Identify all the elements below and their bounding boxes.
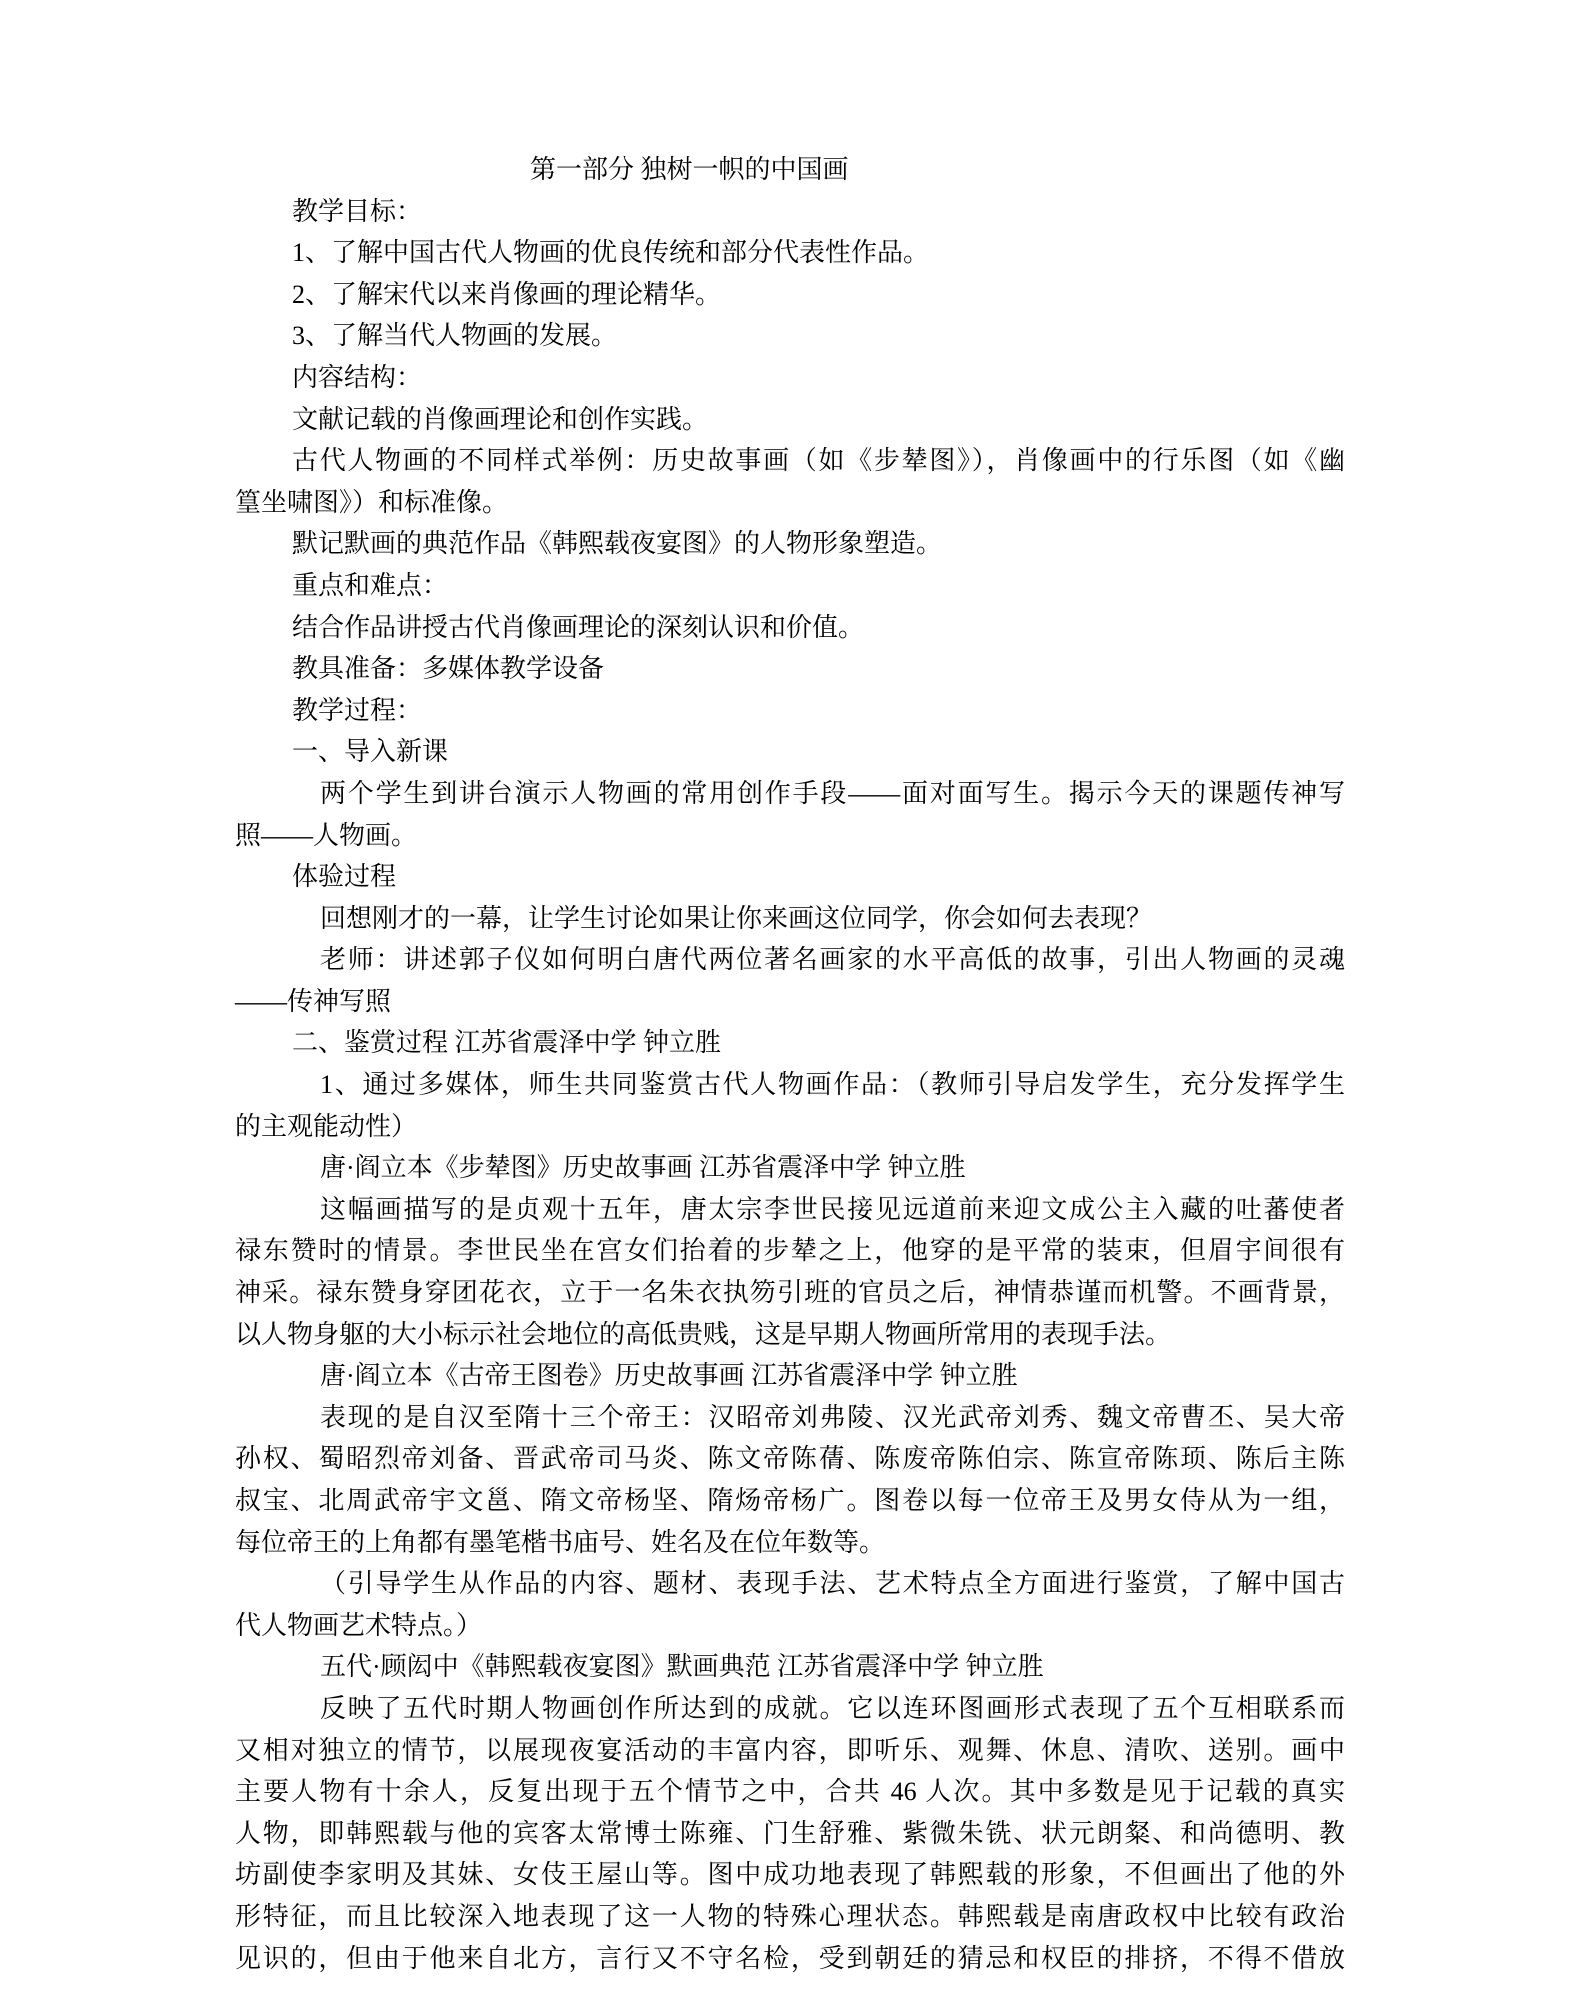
text-line: 教具准备：多媒体教学设备: [292, 654, 605, 684]
text-line: 教学过程：: [292, 695, 423, 725]
text-line: 这幅画描写的是贞观十五年，唐太宗李世民接见远道前来迎文成公主入藏的吐蕃使者: [320, 1194, 1345, 1224]
text-line: 教学目标：: [292, 196, 423, 226]
text-line: 1、了解中国古代人物画的优良传统和部分代表性作品。: [292, 238, 930, 268]
text-line: 回想刚才的一幕，让学生讨论如果让你来画这位同学，你会如何去表现？: [320, 903, 1153, 933]
text-line: （引导学生从作品的内容、题材、表现手法、艺术特点全方面进行鉴赏，了解中国古: [320, 1569, 1345, 1599]
text-line: 五代·顾闳中《韩熙载夜宴图》默画典范 江苏省震泽中学 钟立胜: [320, 1652, 1044, 1682]
text-line: 内容结构：: [292, 362, 423, 392]
text-line: 老师：讲述郭子仪如何明白唐代两位著名画家的水平高低的故事，引出人物画的灵魂: [320, 945, 1345, 975]
text-line: 又相对独立的情节，以展现夜宴活动的丰富内容，即听乐、观舞、休息、清吹、送别。画中: [235, 1735, 1345, 1765]
text-line: 体验过程: [292, 862, 397, 892]
text-line: 两个学生到讲台演示人物画的常用创作手段——面对面写生。揭示今天的课题传神写: [320, 778, 1345, 808]
text-line: 重点和难点：: [292, 570, 449, 600]
text-line: 孙权、蜀昭烈帝刘备、晋武帝司马炎、陈文帝陈蒨、陈废帝陈伯宗、陈宣帝陈顼、陈后主陈: [235, 1444, 1345, 1474]
document-title-line: 第一部分 独树一帜的中国画: [530, 155, 849, 184]
text-line: 以人物身躯的大小标示社会地位的高低贵贱，这是早期人物画所常用的表现手法。: [235, 1319, 1172, 1349]
text-line: 形特征，而且比较深入地表现了这一人物的特殊心理状态。韩熙载是南唐政权中比较有政治: [235, 1901, 1345, 1931]
text-line: 神采。禄东赞身穿团花衣，立于一名朱衣执笏引班的官员之后，神情恭谨而机警。不画背景，: [235, 1278, 1345, 1308]
text-line: 每位帝王的上角都有墨笔楷书庙号、姓名及在位年数等。: [235, 1527, 886, 1557]
text-line: 照——人物画。: [235, 820, 418, 850]
text-lines: [235, 149, 1345, 1979]
text-line: 见识的，但由于他来自北方，言行又不守名检，受到朝廷的猜忌和权臣的排挤，不得不借放: [235, 1943, 1345, 1973]
text-line: 表现的是自汉至隋十三个帝王：汉昭帝刘弗陵、汉光武帝刘秀、魏文帝曹丕、吴大帝: [320, 1402, 1345, 1432]
text-line: 文献记载的肖像画理论和创作实践。: [292, 404, 709, 434]
text-content: [235, 149, 1345, 1979]
text-line: 人物，即韩熙载与他的宾客太常博士陈雍、门生舒雅、紫微朱铣、状元朗粲、和尚德明、教: [235, 1818, 1345, 1848]
text-line: 反映了五代时期人物画创作所达到的成就。它以连环图画形式表现了五个互相联系而: [320, 1693, 1345, 1723]
text-line: 1、通过多媒体，师生共同鉴赏古代人物画作品：（教师引导启发学生，充分发挥学生: [320, 1070, 1345, 1100]
text-line: 代人物画艺术特点。）: [235, 1610, 483, 1640]
text-line: 坊副使李家明及其妹、女伎王屋山等。图中成功地表现了韩熙载的形象，不但画出了他的外: [235, 1860, 1345, 1890]
text-line: ——传神写照: [235, 986, 392, 1016]
text-line: 叔宝、北周武帝宇文邕、隋文帝杨坚、隋炀帝杨广。图卷以每一位帝王及男女侍从为一组，: [235, 1486, 1345, 1515]
text-line: 唐·阎立本《古帝王图卷》历史故事画 江苏省震泽中学 钟立胜: [320, 1361, 1018, 1391]
text-line: 唐·阎立本《步辇图》历史故事画 江苏省震泽中学 钟立胜: [320, 1153, 966, 1183]
text-line: 篁坐啸图》）和标准像。: [235, 487, 509, 517]
text-line: 默记默画的典范作品《韩熙载夜宴图》的人物形象塑造。: [292, 529, 943, 559]
text-line: 禄东赞时的情景。李世民坐在宫女们抬着的步辇之上，他穿的是平常的装束，但眉宇间很有: [235, 1236, 1345, 1266]
text-line: 结合作品讲授古代肖像画理论的深刻认识和价值。: [292, 612, 865, 642]
text-line: 主要人物有十余人，反复出现于五个情节之中，合共 46 人次。其中多数是见于记载的真实: [235, 1777, 1345, 1807]
text-line: 2、了解宋代以来肖像画的理论精华。: [292, 279, 722, 309]
text-line: 二、鉴赏过程 江苏省震泽中学 钟立胜: [292, 1028, 722, 1058]
text-line: 一、导入新课: [292, 737, 449, 767]
text-line: 的主观能动性）: [235, 1111, 418, 1141]
text-line: 3、了解当代人物画的发展。: [292, 321, 618, 351]
text-line: 古代人物画的不同样式举例：历史故事画（如《步辇图》），肖像画中的行乐图（如《幽: [292, 446, 1345, 476]
